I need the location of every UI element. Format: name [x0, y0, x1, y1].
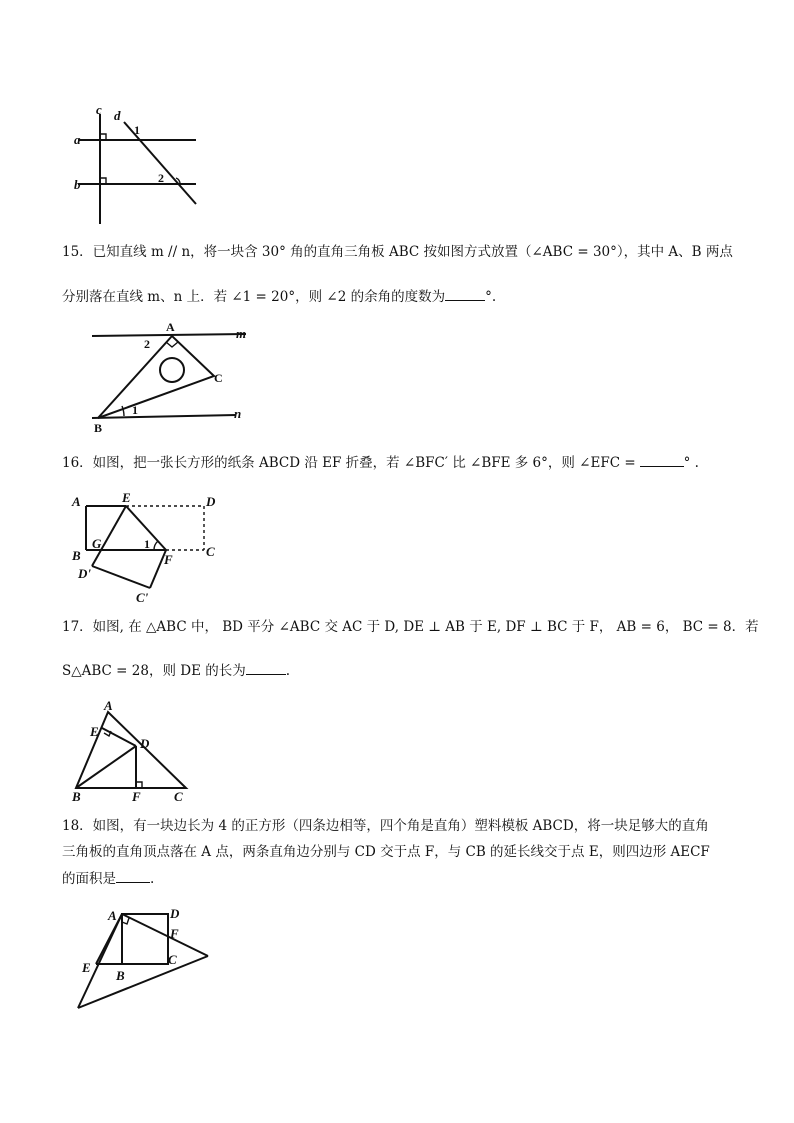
right-angle-mark-a — [122, 918, 129, 924]
label-E: E — [90, 724, 99, 739]
figure-q17-svg — [66, 700, 196, 804]
figure-q18-svg — [66, 898, 216, 1014]
question-16-text: 16．如图，把一张长方形的纸条 ABCD 沿 EF 折叠，若 ∠BFC′ 比 ∠BFE 多 6°，则 ∠EFC = — [62, 455, 636, 471]
triangle-leg-2 — [122, 914, 208, 956]
label-F: F — [170, 926, 179, 941]
figure-q15 — [62, 320, 262, 438]
figure-q15-svg — [62, 320, 262, 438]
label-D: D — [140, 736, 150, 751]
label-G: G — [92, 536, 102, 551]
question-16-line1 — [62, 452, 699, 473]
label-b: b — [74, 177, 81, 192]
segment-de — [102, 728, 136, 746]
figure-q14-svg — [74, 104, 204, 226]
label-a: a — [74, 132, 81, 147]
label-E: E — [122, 490, 131, 505]
label-B: B — [94, 421, 103, 435]
answer-blank-16[interactable] — [640, 452, 684, 467]
triangle-hole — [160, 358, 184, 382]
label-C-prime: C' — [136, 590, 149, 605]
question-17-suffix: . — [285, 663, 291, 679]
line-m — [92, 334, 246, 336]
edge-d-prime-c-prime — [92, 566, 150, 588]
question-15-text: 分别落在直线 m、n 上．若 ∠1 = 20°，则 ∠2 的余角的度数为 — [62, 289, 446, 305]
line-n — [92, 415, 236, 418]
question-15-line1: 15．已知直线 m // n，将一块含 30° 角的直角三角板 ABC 按如图方式放置（∠ABC = 30°），其中 A、B 两点 — [62, 244, 733, 260]
figure-q14 — [74, 104, 204, 226]
figure-q16 — [70, 490, 230, 606]
label-A: A — [108, 908, 117, 923]
label-E: E — [82, 960, 91, 975]
question-15-suffix: °. — [485, 289, 497, 305]
label-A: A — [72, 494, 81, 509]
question-18-text: 的面积是 — [62, 871, 116, 887]
label-c: c — [96, 104, 102, 117]
question-18-line1: 18．如图，有一块边长为 4 的正方形（四条边相等，四个角是直角）塑料模板 ABCD，将一块足够大的直角 — [62, 818, 709, 834]
label-F: F — [132, 789, 141, 804]
figure-q17 — [66, 700, 196, 804]
label-C: C — [214, 371, 223, 385]
label-D-prime: D' — [78, 566, 91, 581]
figure-q16-svg — [70, 490, 230, 606]
question-16-suffix: ° . — [683, 455, 699, 471]
right-angle-mark-a — [166, 342, 178, 347]
label-angle-1: 1 — [134, 123, 140, 137]
angle-1-arc — [154, 541, 158, 550]
square-abcd — [122, 914, 168, 964]
angle-1-arc — [122, 406, 124, 416]
label-B: B — [72, 548, 81, 563]
answer-blank-17[interactable] — [246, 660, 286, 675]
label-F: F — [164, 552, 173, 567]
question-17-line1: 17．如图, 在 △ABC 中， BD 平分 ∠ABC 交 AC 于 D, DE ⊥ AB 于 E, DF ⊥ BC 于 F， AB = 6， BC = 8．若 — [62, 619, 759, 635]
label-B: B — [72, 789, 81, 804]
label-angle-2: 2 — [158, 171, 164, 185]
label-angle-1: 1 — [132, 403, 138, 417]
answer-blank-18[interactable] — [116, 868, 150, 883]
label-D: D — [170, 906, 180, 921]
label-C: C — [168, 952, 177, 967]
label-angle-2: 2 — [144, 337, 150, 351]
question-18-line3 — [62, 868, 154, 889]
label-d: d — [114, 108, 121, 123]
label-B: B — [116, 968, 125, 983]
label-A: A — [166, 320, 175, 334]
label-m: m — [236, 326, 247, 341]
label-angle-1: 1 — [144, 537, 150, 551]
answer-blank-15[interactable] — [445, 286, 485, 301]
question-17-text: S△ABC = 28，则 DE 的长为 — [62, 663, 246, 679]
label-A: A — [104, 700, 113, 713]
question-18-suffix: . — [150, 871, 155, 887]
label-D: D — [206, 494, 216, 509]
label-C: C — [206, 544, 215, 559]
question-17-line2 — [62, 660, 290, 681]
figure-q18 — [66, 898, 216, 1014]
question-18-line2: 三角板的直角顶点落在 A 点，两条直角边分别与 CD 交于点 F，与 CB 的延长线交于点 E，则四边形 AECF — [62, 844, 710, 860]
triangle-abc — [98, 336, 214, 418]
question-15-line2 — [62, 286, 496, 307]
label-n: n — [234, 406, 242, 421]
label-C: C — [174, 789, 183, 804]
